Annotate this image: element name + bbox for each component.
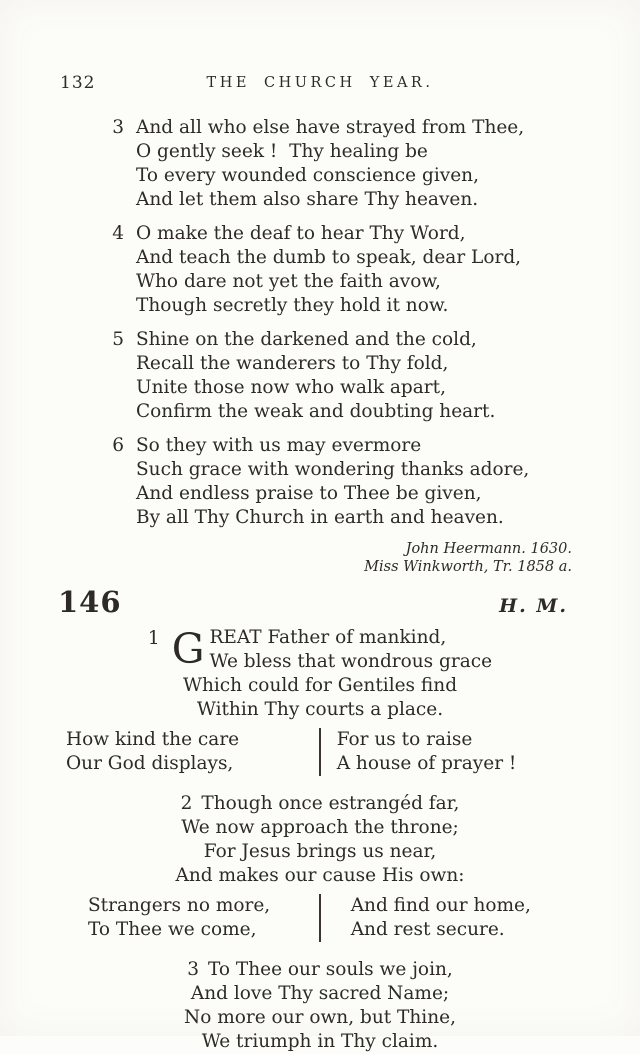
hymn-number: 146 <box>58 585 122 619</box>
attribution <box>58 540 572 576</box>
hymn-heading <box>58 586 582 618</box>
couplet-line: And find our home, <box>350 895 531 916</box>
couplet-line: A house of prayer ! <box>336 753 517 774</box>
couplet-line: And rest secure. <box>350 919 505 940</box>
dropcap-letter: G <box>171 625 205 673</box>
couplet-line: Our God displays, <box>66 753 234 774</box>
couplet-right-column <box>321 728 582 776</box>
stanza-line: We bless that wondrous grace <box>209 651 493 672</box>
verse-lines <box>136 434 529 530</box>
stanza-number: 2 <box>180 793 193 814</box>
stanza-line: And love Thy sacred Name; <box>190 983 450 1004</box>
couplet-line: Strangers no more, <box>88 895 271 916</box>
stanza-line-text: Though once estrangéd far, <box>201 793 460 814</box>
couplet-line: How kind the care <box>66 729 240 750</box>
couplet-left-column <box>58 894 319 942</box>
verse-line: Unite those now who walk apart, <box>136 377 446 398</box>
verse-lines <box>136 116 524 212</box>
verse-line: And all who else have strayed from Thee, <box>136 117 525 138</box>
verse-line: Recall the wanderers to Thy fold, <box>136 353 449 374</box>
running-title: THE CHURCH YEAR. <box>206 75 434 91</box>
opening-lines <box>209 626 492 674</box>
stanza-line: Within Thy courts a place. <box>196 699 444 720</box>
verse-lines <box>136 222 521 318</box>
verse-line: And let them also share Thy heaven. <box>136 189 479 210</box>
couplet-right-column <box>321 894 582 942</box>
stanza-line: We triumph in Thy claim. <box>201 1031 439 1052</box>
attribution-author: John Heermann. 1630. <box>405 541 572 557</box>
page-header <box>58 72 582 94</box>
hymn-meter: H. M. <box>499 595 568 617</box>
verse-number: 3 <box>112 117 124 138</box>
couplet-left-column <box>58 728 319 776</box>
verse-line: Confirm the weak and doubting heart. <box>136 401 496 422</box>
couplet-1 <box>58 728 582 776</box>
stanza-line <box>58 792 582 816</box>
page-number: 132 <box>60 73 96 93</box>
stanza-line: And makes our cause His own: <box>175 865 465 886</box>
verse-line: And endless praise to Thee be given, <box>136 483 482 504</box>
stanza-3 <box>58 958 582 1054</box>
stanza-line: REAT Father of mankind, <box>209 627 447 648</box>
verse-line: So they with us may evermore <box>136 435 422 456</box>
couplet-line: For us to raise <box>336 729 473 750</box>
verse-3 <box>102 116 582 212</box>
couplet-2 <box>58 894 582 942</box>
stanza-line-text: To Thee our souls we join, <box>207 959 453 980</box>
verse-line: And teach the dumb to speak, dear Lord, <box>136 247 522 268</box>
verse-line: To every wounded conscience given, <box>136 165 479 186</box>
verse-5 <box>102 328 582 424</box>
verse-line: Such grace with wondering thanks adore, <box>136 459 530 480</box>
verse-line: O make the deaf to hear Thy Word, <box>136 223 466 244</box>
verse-line: Who dare not yet the faith avow, <box>136 271 441 292</box>
stanza-number: 1 <box>147 628 160 649</box>
stanza-number: 3 <box>187 959 199 980</box>
stanza-line: Which could for Gentiles find <box>182 675 458 696</box>
stanza-line <box>58 958 582 982</box>
verse-6 <box>102 434 582 530</box>
verse-number: 4 <box>112 223 124 244</box>
couplet-line: To Thee we come, <box>88 919 257 940</box>
verse-line: Though secretly they hold it now. <box>136 295 449 316</box>
stanza-opening <box>58 626 582 674</box>
verse-number: 6 <box>112 435 124 456</box>
stanza-1 <box>58 626 582 722</box>
verse-line: Shine on the darkened and the cold, <box>136 329 477 350</box>
verse-line: By all Thy Church in earth and heaven. <box>136 507 504 528</box>
verse-line: O gently seek ! Thy healing be <box>136 141 428 162</box>
stanza-line: No more our own, but Thine, <box>184 1007 456 1028</box>
stanza-line: We now approach the throne; <box>181 817 459 838</box>
stanza-2 <box>58 792 582 888</box>
verse-number: 5 <box>112 329 124 350</box>
verse-4 <box>102 222 582 318</box>
verse-lines <box>136 328 495 424</box>
attribution-translator: Miss Winkworth, Tr. 1858 a. <box>364 559 572 575</box>
stanza-line: For Jesus brings us near, <box>203 841 437 862</box>
